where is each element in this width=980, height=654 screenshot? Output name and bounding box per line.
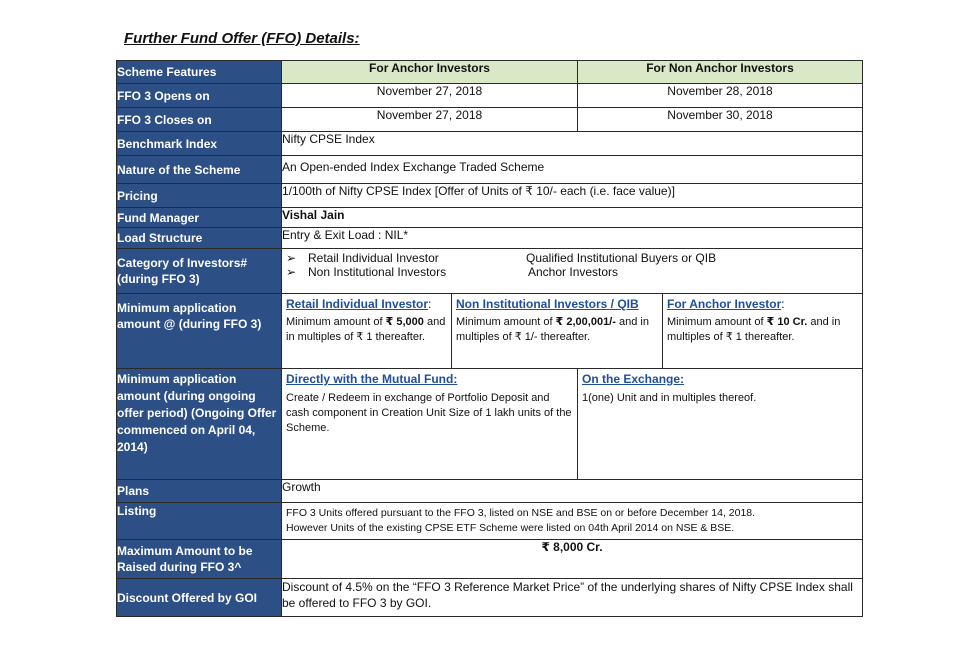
nature-label: Nature of the Scheme bbox=[117, 156, 282, 184]
nature-value: An Open-ended Index Exchange Traded Scheme bbox=[282, 156, 863, 184]
plans-value: Growth bbox=[282, 480, 863, 503]
page-title: Further Fund Offer (FFO) Details: bbox=[124, 30, 360, 47]
table-row bbox=[117, 579, 863, 617]
discount-value: Discount of 4.5% on the “FFO 3 Reference Market Price” of the underlying shares of Nifty CPSE Index shall be offered to FFO 3 by GOI. bbox=[282, 579, 863, 617]
min-ffo-label: Minimum application amount @ (during FFO 3) bbox=[117, 294, 282, 369]
table-row bbox=[117, 132, 863, 156]
listing-label: Listing bbox=[117, 503, 282, 540]
table-row bbox=[117, 294, 863, 369]
list-item: Qualified Institutional Buyers or QIB bbox=[526, 251, 717, 265]
table-row bbox=[117, 249, 863, 294]
min-ffo-value bbox=[282, 294, 863, 369]
min-ongoing-label: Minimum application amount (during ongoing offer period) (Ongoing Offer commenced on April 04, 2014) bbox=[117, 369, 282, 480]
fund-manager-label: Fund Manager bbox=[117, 208, 282, 228]
benchmark-value: Nifty CPSE Index bbox=[282, 132, 863, 156]
list-item: Anchor Investors bbox=[528, 265, 619, 279]
plans-label: Plans bbox=[117, 480, 282, 503]
closes-anchor-value: November 27, 2018 bbox=[282, 108, 578, 132]
mf-direct-cell: Directly with the Mutual Fund: Create / Redeem in exchange of Portfolio Deposit and cash component in Creation Unit Size of 1 lakh units of the Scheme. bbox=[282, 369, 578, 480]
anchor-investors-header: For Anchor Investors bbox=[282, 61, 578, 84]
closes-label: FFO 3 Closes on bbox=[117, 108, 282, 132]
table-row bbox=[117, 61, 863, 84]
fund-manager-value: Vishal Jain bbox=[282, 208, 863, 228]
opens-label: FFO 3 Opens on bbox=[117, 84, 282, 108]
listing-value: FFO 3 Units offered pursuant to the FFO 3, listed on NSE and BSE on or before December 14, 2018. However Units of the existing CPSE ETF Scheme were listed on 04th April 2014 on NSE & BSE. bbox=[282, 503, 863, 540]
non-anchor-investors-header: For Non Anchor Investors bbox=[578, 61, 863, 84]
table-row bbox=[117, 84, 863, 108]
table-row bbox=[117, 503, 863, 540]
pricing-label: Pricing bbox=[117, 184, 282, 208]
category-value bbox=[282, 249, 863, 294]
arrow-bullet-icon: ➢ bbox=[286, 265, 297, 279]
table-row bbox=[117, 108, 863, 132]
load-structure-label: Load Structure bbox=[117, 228, 282, 249]
scheme-features-label: Scheme Features bbox=[117, 61, 282, 84]
table-row bbox=[117, 228, 863, 249]
table-row bbox=[117, 480, 863, 503]
table-row bbox=[117, 369, 863, 480]
opens-anchor-value: November 27, 2018 bbox=[282, 84, 578, 108]
opens-non-anchor-value: November 28, 2018 bbox=[578, 84, 863, 108]
table-row bbox=[117, 184, 863, 208]
list-item: ➢ Non Institutional Investors bbox=[286, 265, 447, 279]
anchor-min-cell: For Anchor Investor: Minimum amount of ₹ 10 Cr. and in multiples of ₹ 1 thereafter. bbox=[667, 297, 841, 343]
table-row bbox=[117, 540, 863, 579]
retail-min-cell: Retail Individual Investor: Minimum amount of ₹ 5,000 and in multiples of ₹ 1 thereafter. bbox=[282, 294, 452, 368]
table-row bbox=[117, 208, 863, 228]
arrow-bullet-icon: ➢ bbox=[286, 251, 297, 265]
ffo-details-table bbox=[116, 60, 863, 617]
exchange-cell: On the Exchange: 1(one) Unit and in multiples thereof. bbox=[578, 369, 863, 480]
nii-min-cell: Non Institutional Investors / QIB Minimum amount of ₹ 2,00,001/- and in multiples of ₹ 1/- thereafter. bbox=[452, 294, 663, 368]
pricing-value: 1/100th of Nifty CPSE Index [Offer of Units of ₹ 10/- each (i.e. face value)] bbox=[282, 184, 863, 208]
list-item: ➢ Retail Individual Investor bbox=[286, 251, 439, 265]
table-row bbox=[117, 156, 863, 184]
max-amount-label: Maximum Amount to be Raised during FFO 3^ bbox=[117, 540, 282, 579]
discount-label: Discount Offered by GOI bbox=[117, 579, 282, 617]
closes-non-anchor-value: November 30, 2018 bbox=[578, 108, 863, 132]
max-amount-value: ₹ 8,000 Cr. bbox=[282, 540, 863, 579]
load-structure-value: Entry & Exit Load : NIL* bbox=[282, 228, 863, 249]
benchmark-label: Benchmark Index bbox=[117, 132, 282, 156]
category-label: Category of Investors# (during FFO 3) bbox=[117, 249, 282, 294]
